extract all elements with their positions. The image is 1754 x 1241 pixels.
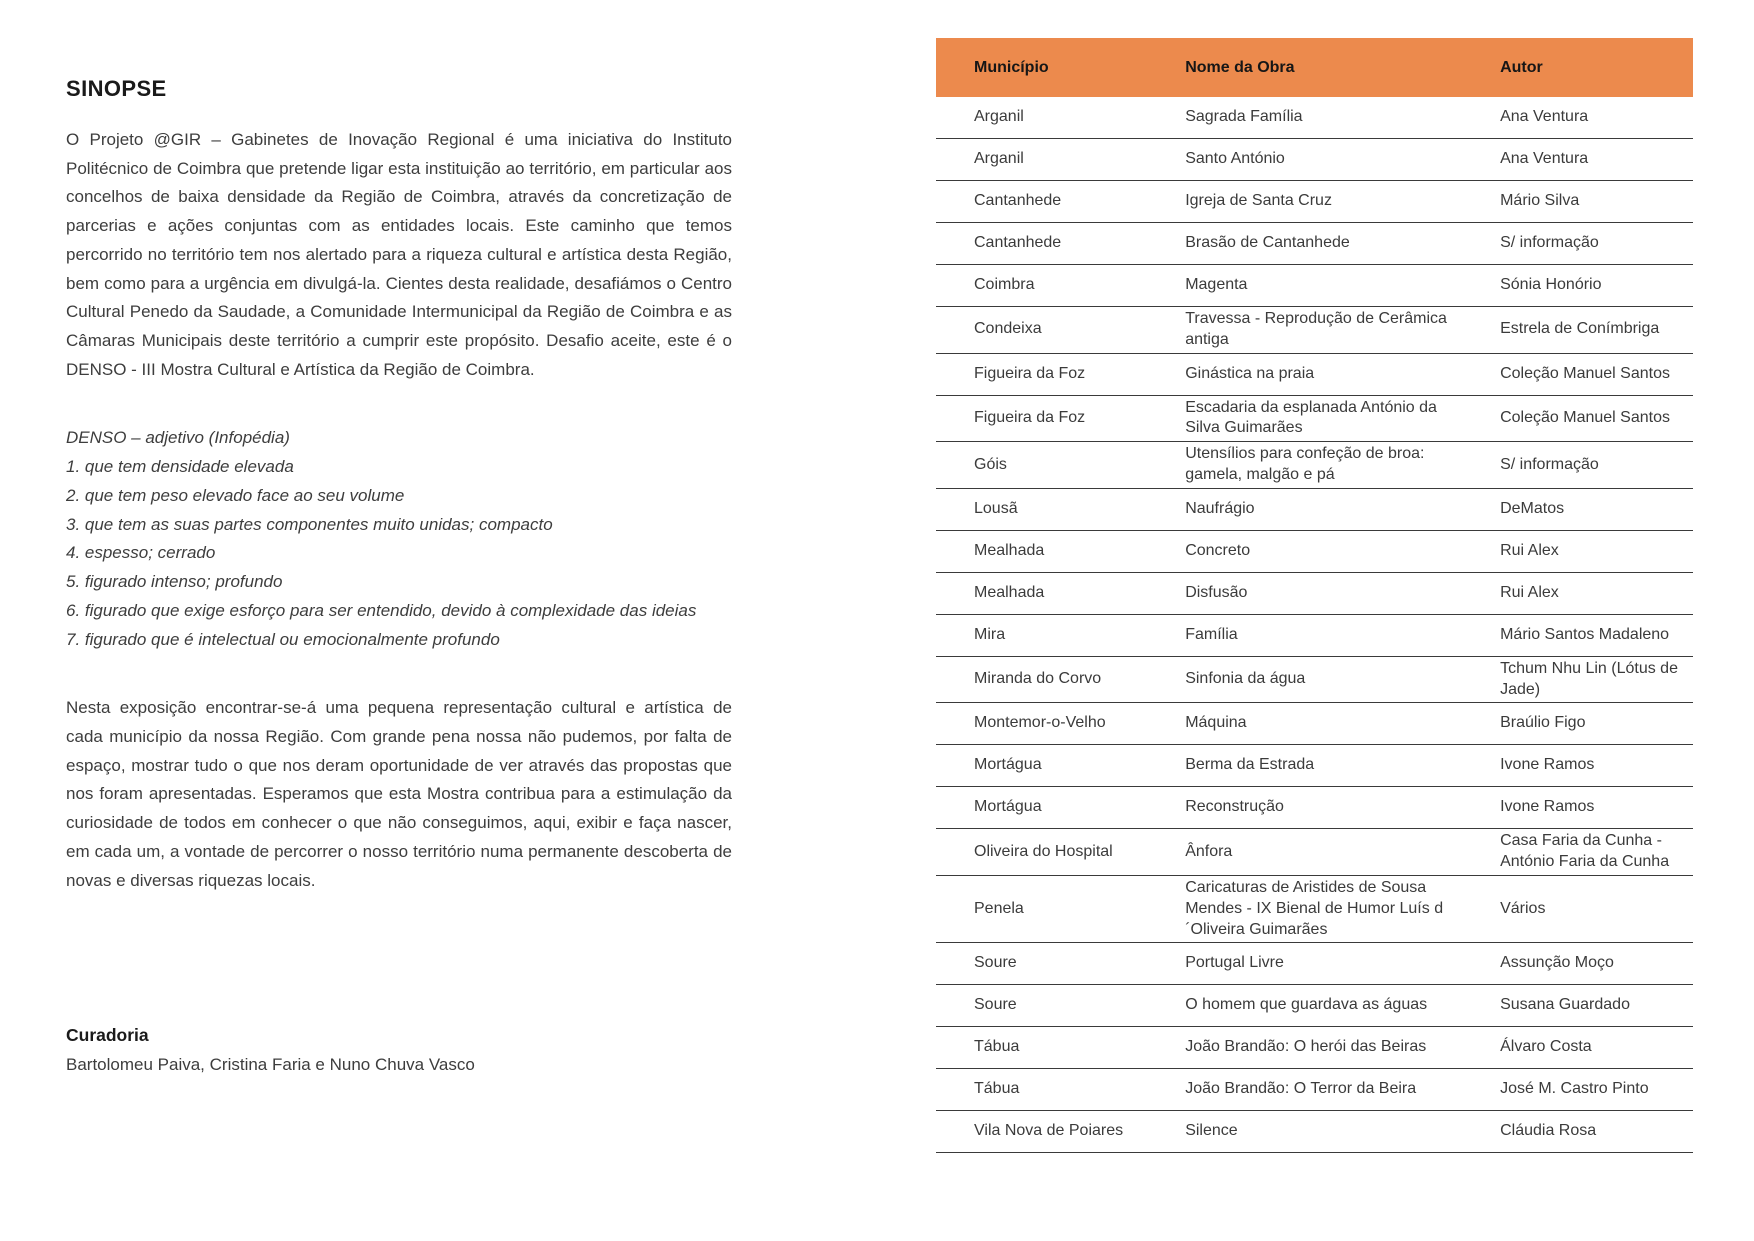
cell-autor: Ana Ventura [1462, 97, 1693, 139]
denso-line: 6. figurado que exige esforço para ser entendido, devido à complexidade das ideias [66, 600, 697, 620]
table-row [936, 442, 1693, 489]
cell-obra: Concreto [1147, 530, 1462, 572]
denso-definition [66, 424, 732, 654]
cell-autor: Coleção Manuel Santos [1462, 353, 1693, 395]
cell-autor: Mário Santos Madaleno [1462, 614, 1693, 656]
cell-autor: S/ informação [1462, 442, 1693, 489]
table-row [936, 488, 1693, 530]
sinopse-section [66, 76, 732, 1075]
cell-autor: Cláudia Rosa [1462, 1111, 1693, 1153]
cell-obra: Sagrada Família [1147, 97, 1462, 139]
denso-line: 5. figurado intenso; profundo [66, 572, 283, 592]
cell-municipio: Vila Nova de Poiares [936, 1111, 1147, 1153]
cell-autor: Estrela de Conímbriga [1462, 307, 1693, 354]
cell-obra: Naufrágio [1147, 488, 1462, 530]
cell-autor: S/ informação [1462, 223, 1693, 265]
obras-table-container [936, 38, 1693, 1153]
cell-obra: Brasão de Cantanhede [1147, 223, 1462, 265]
table-row [936, 353, 1693, 395]
curadoria-title: Curadoria [66, 1025, 149, 1046]
cell-municipio: Penela [936, 875, 1147, 942]
table-row [936, 530, 1693, 572]
cell-obra: O homem que guardava as águas [1147, 985, 1462, 1027]
curadoria-section [66, 1025, 732, 1075]
denso-line: 3. que tem as suas partes componentes muito unidas; compacto [66, 514, 553, 534]
cell-obra: Santo António [1147, 139, 1462, 181]
denso-line: 1. que tem densidade elevada [66, 457, 294, 477]
cell-autor: José M. Castro Pinto [1462, 1069, 1693, 1111]
table-row [936, 1069, 1693, 1111]
table-row [936, 745, 1693, 787]
cell-obra: Utensílios para confeção de broa: gamela, malgão e pá [1147, 442, 1462, 489]
cell-autor: Álvaro Costa [1462, 1027, 1693, 1069]
denso-line: DENSO – adjetivo (Infopédia) [66, 428, 290, 448]
cell-municipio: Soure [936, 985, 1147, 1027]
cell-autor: Vários [1462, 875, 1693, 942]
cell-obra: João Brandão: O herói das Beiras [1147, 1027, 1462, 1069]
table-row [936, 985, 1693, 1027]
cell-autor: Casa Faria da Cunha - António Faria da Cunha [1462, 829, 1693, 876]
cell-municipio: Oliveira do Hospital [936, 829, 1147, 876]
cell-municipio: Arganil [936, 97, 1147, 139]
header-nome-da-obra: Nome da Obra [1147, 38, 1462, 97]
cell-obra: Família [1147, 614, 1462, 656]
cell-municipio: Mortágua [936, 787, 1147, 829]
cell-municipio: Mortágua [936, 745, 1147, 787]
cell-municipio: Coimbra [936, 265, 1147, 307]
denso-line: 4. espesso; cerrado [66, 543, 216, 563]
table-row [936, 395, 1693, 442]
table-row [936, 139, 1693, 181]
cell-obra: Escadaria da esplanada António da Silva Guimarães [1147, 395, 1462, 442]
cell-obra: Máquina [1147, 703, 1462, 745]
cell-municipio: Figueira da Foz [936, 395, 1147, 442]
table-row [936, 1111, 1693, 1153]
sinopse-paragraph-1: O Projeto @GIR – Gabinetes de Inovação Regional é uma iniciativa do Instituto Politécnico de Coimbra que pretende ligar esta instituição ao território, em particular aos concelhos de baixa densidade da Região de Coimbra, através da concretização de parcerias e ações conjuntas com as entidades locais. Este caminho que temos percorrido no território tem nos alertado para a riqueza cultural e artística desta Região, bem como para a urgência em divulgá-la. Cientes desta realidade, desafiámos o Centro Cultural Penedo da Saudade, a Comunidade Intermunicipal da Região de Coimbra e as Câmaras Municipais deste território a cumprir este propósito. Desafio aceite, este é o DENSO - III Mostra Cultural e Artística da Região de Coimbra. [66, 130, 732, 379]
cell-municipio: Mealhada [936, 530, 1147, 572]
cell-autor: Ivone Ramos [1462, 787, 1693, 829]
cell-municipio: Arganil [936, 139, 1147, 181]
cell-autor: Ana Ventura [1462, 139, 1693, 181]
table-row [936, 181, 1693, 223]
cell-municipio: Tábua [936, 1069, 1147, 1111]
cell-obra: Caricaturas de Aristides de Sousa Mendes - IX Bienal de Humor Luís d´Oliveira Guimarães [1147, 875, 1462, 942]
table-row [936, 829, 1693, 876]
table-row [936, 656, 1693, 703]
header-autor: Autor [1462, 38, 1693, 97]
cell-municipio: Montemor-o-Velho [936, 703, 1147, 745]
denso-line: 2. que tem peso elevado face ao seu volume [66, 485, 405, 505]
cell-municipio: Lousã [936, 488, 1147, 530]
cell-municipio: Cantanhede [936, 181, 1147, 223]
table-row [936, 875, 1693, 942]
table-row [936, 223, 1693, 265]
table-row [936, 1027, 1693, 1069]
cell-obra: Silence [1147, 1111, 1462, 1153]
cell-autor: Susana Guardado [1462, 985, 1693, 1027]
cell-autor: Ivone Ramos [1462, 745, 1693, 787]
cell-obra: Disfusão [1147, 572, 1462, 614]
table-row [936, 614, 1693, 656]
cell-obra: Igreja de Santa Cruz [1147, 181, 1462, 223]
cell-municipio: Tábua [936, 1027, 1147, 1069]
table-row [936, 943, 1693, 985]
cell-municipio: Figueira da Foz [936, 353, 1147, 395]
page-title: SINOPSE [66, 76, 167, 101]
cell-autor: DeMatos [1462, 488, 1693, 530]
denso-line: 7. figurado que é intelectual ou emocionalmente profundo [66, 629, 500, 649]
table-row [936, 97, 1693, 139]
cell-obra: Magenta [1147, 265, 1462, 307]
cell-obra: Ânfora [1147, 829, 1462, 876]
cell-autor: Sónia Honório [1462, 265, 1693, 307]
cell-municipio: Miranda do Corvo [936, 656, 1147, 703]
cell-municipio: Condeixa [936, 307, 1147, 354]
curadoria-names: Bartolomeu Paiva, Cristina Faria e Nuno Chuva Vasco [66, 1055, 475, 1075]
cell-municipio: Góis [936, 442, 1147, 489]
table-row [936, 265, 1693, 307]
cell-autor: Coleção Manuel Santos [1462, 395, 1693, 442]
table-row [936, 703, 1693, 745]
cell-autor: Tchum Nhu Lin (Lótus de Jade) [1462, 656, 1693, 703]
table-header-row [936, 38, 1693, 97]
cell-municipio: Mira [936, 614, 1147, 656]
cell-municipio: Mealhada [936, 572, 1147, 614]
table-row [936, 787, 1693, 829]
cell-obra: Ginástica na praia [1147, 353, 1462, 395]
cell-autor: Rui Alex [1462, 530, 1693, 572]
cell-autor: Mário Silva [1462, 181, 1693, 223]
cell-autor: Assunção Moço [1462, 943, 1693, 985]
sinopse-paragraph-2: Nesta exposição encontrar-se-á uma pequena representação cultural e artística de cada município da nossa Região. Com grande pena nossa não pudemos, por falta de espaço, mostrar tudo o que nos deram oportunidade de ver através das propostas que nos foram apresentadas. Esperamos que esta Mostra contribua para a estimulação da curiosidade de todos em conhecer o que não conseguimos, aqui, exibir e faça nascer, em cada um, a vontade de percorrer o nosso território numa permanente descoberta de novas e diversas riquezas locais. [66, 698, 732, 890]
cell-obra: João Brandão: O Terror da Beira [1147, 1069, 1462, 1111]
cell-municipio: Soure [936, 943, 1147, 985]
cell-autor: Rui Alex [1462, 572, 1693, 614]
cell-autor: Braúlio Figo [1462, 703, 1693, 745]
table-row [936, 307, 1693, 354]
cell-obra: Portugal Livre [1147, 943, 1462, 985]
cell-obra: Berma da Estrada [1147, 745, 1462, 787]
header-municipio: Município [936, 38, 1147, 97]
obras-table [936, 38, 1693, 1153]
cell-obra: Reconstrução [1147, 787, 1462, 829]
cell-obra: Sinfonia da água [1147, 656, 1462, 703]
table-row [936, 572, 1693, 614]
cell-obra: Travessa - Reprodução de Cerâmica antiga [1147, 307, 1462, 354]
cell-municipio: Cantanhede [936, 223, 1147, 265]
